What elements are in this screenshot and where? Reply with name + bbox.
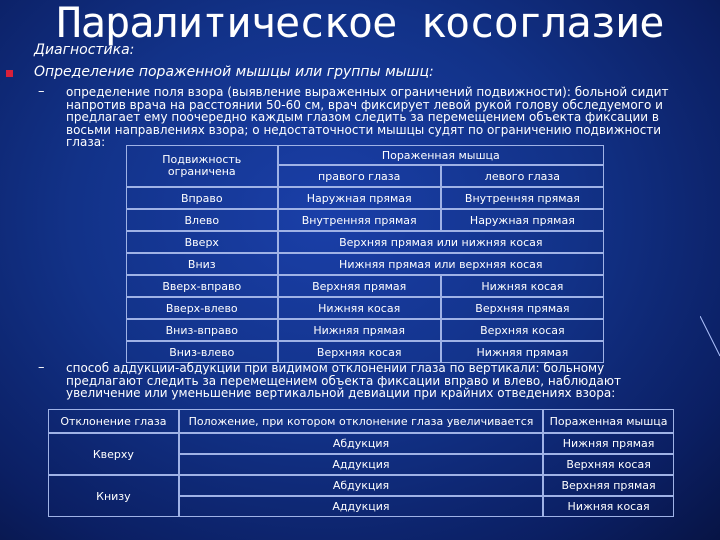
- muscle-cell: Верхняя прямая: [543, 475, 674, 496]
- position-cell: Абдукция: [179, 475, 543, 496]
- right-eye-cell: Нижняя косая: [278, 297, 441, 319]
- deviation-table: [48, 409, 674, 517]
- left-eye-cell: Наружная прямая: [441, 209, 604, 231]
- left-eye-cell: Нижняя прямая: [441, 341, 604, 363]
- paragraph-line: определение поля взора (выявление выраженных ограничений подвижности): больной сидит: [66, 85, 669, 99]
- muscle-cell: Верхняя косая: [543, 454, 674, 475]
- direction-cell: Вниз: [126, 253, 278, 275]
- paragraph-line: восьми направлениях взора; о недостаточности мышцы судят по ограничению подвижности: [66, 122, 662, 137]
- direction-cell: Вправо: [126, 187, 278, 209]
- paragraph-line: напротив врача на расстоянии 50-60 см, врач фиксирует левой рукой голову обследуемого и: [66, 97, 663, 112]
- subheading: Определение пораженной мышцы или группы мышц:: [34, 64, 434, 80]
- muscle-cell: Нижняя косая: [543, 496, 674, 517]
- col1-header: Подвижность ограничена: [126, 145, 278, 187]
- muscle-cell: Нижняя прямая: [543, 433, 674, 454]
- left-eye-header: левого глаза: [441, 165, 604, 187]
- both-eyes-cell: Нижняя прямая или верхняя косая: [278, 253, 604, 275]
- right-eye-cell: Внутренняя прямая: [278, 209, 441, 231]
- left-eye-cell: Внутренняя прямая: [441, 187, 604, 209]
- direction-cell: Вниз-вправо: [126, 319, 278, 341]
- paragraph-line: предлагает ему поочередно каждым глазом следить за перемещением объекта фиксации в: [66, 110, 659, 124]
- deviation-header: Отклонение глаза: [48, 409, 179, 433]
- direction-cell: Вверх-вправо: [126, 275, 278, 297]
- right-eye-cell: Наружная прямая: [278, 187, 441, 209]
- deviation-cell: Кверху: [48, 433, 179, 475]
- position-header: Положение, при котором отклонение глаза увеличивается: [179, 409, 543, 433]
- direction-cell: Вниз-влево: [126, 341, 278, 363]
- paragraph-2: [66, 362, 621, 400]
- direction-cell: Вверх-влево: [126, 297, 278, 319]
- diagnostics-label: Диагностика:: [34, 42, 135, 58]
- right-eye-header: правого глаза: [278, 165, 441, 187]
- muscle-header: Пораженная мышца: [543, 409, 674, 433]
- dash-bullet: –: [38, 360, 45, 375]
- paragraph-1: [66, 86, 668, 149]
- paragraph-line: предлагают следить за перемещением объекта фиксации вправо и влево, наблюдают: [66, 373, 622, 388]
- deviation-cell: Книзу: [48, 475, 179, 517]
- paragraph-line: увеличение или уменьшение вертикальной девиации при крайних отведениях взора:: [66, 386, 616, 400]
- right-eye-cell: Верхняя прямая: [278, 275, 441, 297]
- direction-muscle-table: [126, 145, 604, 363]
- decorative-line: [700, 316, 720, 386]
- dash-bullet: –: [38, 84, 45, 99]
- both-eyes-cell: Верхняя прямая или нижняя косая: [278, 231, 604, 253]
- group-header: Пораженная мышца: [278, 145, 604, 165]
- right-eye-cell: Верхняя косая: [278, 341, 441, 363]
- slide-title: Паралитическое косоглазие: [56, 0, 664, 47]
- paragraph-line: способ аддукции-абдукции при видимом отклонении глаза по вертикали: больному: [66, 361, 605, 375]
- direction-cell: Вверх: [126, 231, 278, 253]
- position-cell: Аддукция: [179, 496, 543, 517]
- left-eye-cell: Верхняя косая: [441, 319, 604, 341]
- paragraph-line: глаза:: [66, 135, 106, 149]
- position-cell: Аддукция: [179, 454, 543, 475]
- position-cell: Абдукция: [179, 433, 543, 454]
- left-eye-cell: Верхняя прямая: [441, 297, 604, 319]
- direction-cell: Влево: [126, 209, 278, 231]
- bullet-square-icon: [6, 70, 13, 77]
- right-eye-cell: Нижняя прямая: [278, 319, 441, 341]
- left-eye-cell: Нижняя косая: [441, 275, 604, 297]
